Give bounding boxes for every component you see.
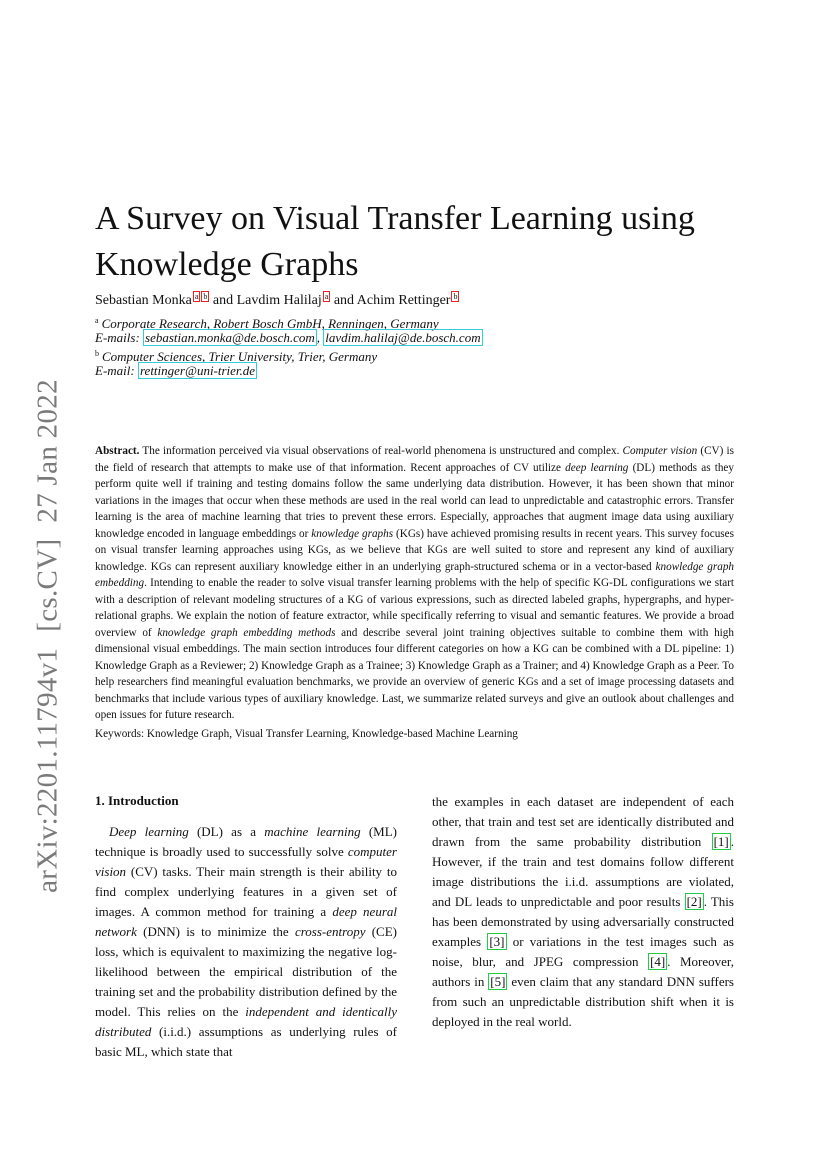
keywords: Keywords: Knowledge Graph, Visual Transfer Learning, Knowledge-based Machine Learning xyxy=(95,728,518,740)
abstract-term: knowledge graphs xyxy=(311,527,394,540)
email-link[interactable]: lavdim.halilaj@de.bosch.com xyxy=(325,330,481,345)
abstract-term: deep learning xyxy=(565,461,629,474)
affiliation-link[interactable]: b xyxy=(203,292,208,301)
arxiv-date: 27 Jan 2022 xyxy=(31,379,64,523)
paragraph xyxy=(432,792,734,1032)
text: (DL) as a xyxy=(188,824,265,839)
paper-title xyxy=(95,196,755,288)
abstract-text: (CV) is the field of research that attempts to make use of that information. Recent approaches of CV utilize xyxy=(95,445,734,474)
text: or variations in the test images such as noise, blur, and JPEG compression xyxy=(432,934,734,969)
abstract-term: Computer vision xyxy=(622,445,698,457)
text: the examples in each dataset are independent of each other, that train and test set are identically distributed and drawn from the same probability distribution xyxy=(432,794,734,849)
term: deep neural network xyxy=(95,904,397,939)
author-name: Sebastian Monka xyxy=(95,293,192,308)
abstract-text: . Intending to enable the reader to solve visual transfer learning problems with the help of specific KG-DL configurations we start with a description of relevant modeling structures of a KG of various expressions, such as directed labeled graphs, hypergraphs, and hyper-relational graphs. We explain the notion of feature extractor, while specifically referring to visual and semantic features. We provide a broad overview of xyxy=(95,577,734,639)
affiliation-b-email xyxy=(95,363,257,379)
affiliation-text: Corporate Research, Robert Bosch GmbH, Renningen, Germany xyxy=(101,316,439,331)
abstract-term: knowledge graph embedding methods xyxy=(157,626,336,639)
section-heading-introduction: 1. Introduction xyxy=(95,793,179,808)
abstract-term: knowledge graph embedding xyxy=(95,560,735,589)
email-label: E-mails: xyxy=(95,330,144,345)
text: . This has been demonstrated by using adversarially constructed examples xyxy=(432,894,734,949)
body-column-left xyxy=(95,822,397,1062)
affiliation-mark: a xyxy=(95,316,99,325)
affiliation-link[interactable]: a xyxy=(324,292,329,301)
arxiv-category: [cs.CV] xyxy=(31,538,64,632)
text: (CE) loss, which is equivalent to maximizing the negative log-likelihood between the empirical distribution of the training set and the probability distribution defined by the model. This relies on the xyxy=(95,924,397,1019)
text: . However, if the train and test domains follow different image distributions the i.i.d. assumptions are violated, and DL leads to unpredictable and poor results xyxy=(432,834,734,909)
paper-title-line-1: A Survey on Visual Transfer Learning using xyxy=(95,200,695,237)
paragraph xyxy=(95,822,397,1062)
term: Deep learning xyxy=(109,824,189,839)
citation-link[interactable]: [4] xyxy=(650,954,666,969)
affiliation-link[interactable]: a xyxy=(194,292,199,301)
term: cross-entropy xyxy=(294,924,366,939)
abstract-text: The information perceived via visual observations of real-world phenomena is unstructured and complex. xyxy=(139,445,623,457)
citation-link[interactable]: [3] xyxy=(489,934,505,949)
affiliation-link[interactable]: b xyxy=(453,292,458,301)
email-separator: , xyxy=(316,330,324,345)
text: even claim that any standard DNN suffers from such an unpredictable distribution shift when it is deployed in the real world. xyxy=(432,974,734,1029)
term: machine learning xyxy=(264,824,361,839)
affiliation-mark: b xyxy=(95,349,99,358)
term: independent and identically distributed xyxy=(95,1004,398,1039)
author-separator: and Lavdim Halilaj xyxy=(209,293,322,308)
author-list xyxy=(95,291,459,309)
email-link[interactable]: sebastian.monka@de.bosch.com xyxy=(145,330,315,345)
email-link[interactable]: rettinger@uni-trier.de xyxy=(139,363,256,378)
author-separator: and Achim Rettinger xyxy=(330,293,451,308)
text: (ML) technique is broadly used to successfully solve xyxy=(95,824,398,859)
text: (CV) tasks. Their main strength is their ability to find complex underlying features in a given set of images. A common method for training a xyxy=(95,864,397,919)
paper-title-line-2: Knowledge Graphs xyxy=(95,246,359,283)
arxiv-identifier-stamp xyxy=(32,363,65,893)
text: . Moreover, authors in xyxy=(432,954,734,989)
term: computer vision xyxy=(95,844,397,879)
email-label: E-mail: xyxy=(95,363,138,378)
abstract xyxy=(95,443,734,724)
affiliation-a-emails xyxy=(95,330,483,346)
citation-link[interactable]: [5] xyxy=(490,974,506,989)
abstract-text: (KGs) have achieved promising results in recent years. This survey focuses on visual transfer learning approaches using KGs, as we believe that KGs are well suited to store and represent any kind of auxiliary knowledge. KGs can represent auxiliary knowledge either in an underlying graph-structured schema or in a vector-based xyxy=(95,527,734,573)
arxiv-id: arXiv:2201.11794v1 xyxy=(31,647,64,893)
body-column-right xyxy=(432,792,734,1032)
abstract-text: (DL) methods as they perform quite well if training and testing domains follow the same underlying data distribution. However, it has been shown that minor variations in the images that occur when these methods are used in the real world can lead to unpredictable and catastrophic errors. Transfer learning is the area of machine learning that tries to prevent these errors. Especially, approaches that augment image data using auxiliary knowledge encoded in language embeddings or xyxy=(95,461,734,540)
affiliation-text: Computer Sciences, Trier University, Trier, Germany xyxy=(102,349,378,364)
text: (i.i.d.) assumptions as underlying rules of basic ML, which state that xyxy=(95,1024,397,1059)
abstract-label: Abstract. xyxy=(95,445,140,457)
citation-link[interactable]: [2] xyxy=(686,894,702,909)
citation-link[interactable]: [1] xyxy=(713,834,729,849)
text: (DNN) is to minimize the xyxy=(136,924,295,939)
abstract-text: and describe several joint training objectives suitable to combine them with high dimensional visual embeddings. The main section introduces four different categories on how a KG can be combined with a DL pipeline: 1) Knowledge Graph as a Reviewer; 2) Knowledge Graph as a Trainee; 3) Knowledge Graph as a Trainer; and 4) Knowledge Graph as a Peer. To help researchers find meaningful evaluation benchmarks, we provide an overview of generic KGs and a set of image processing datasets and benchmarks that include various types of auxiliary knowledge. Last, we summarize related surveys and give an outlook about challenges and open issues for future research. xyxy=(95,626,734,721)
